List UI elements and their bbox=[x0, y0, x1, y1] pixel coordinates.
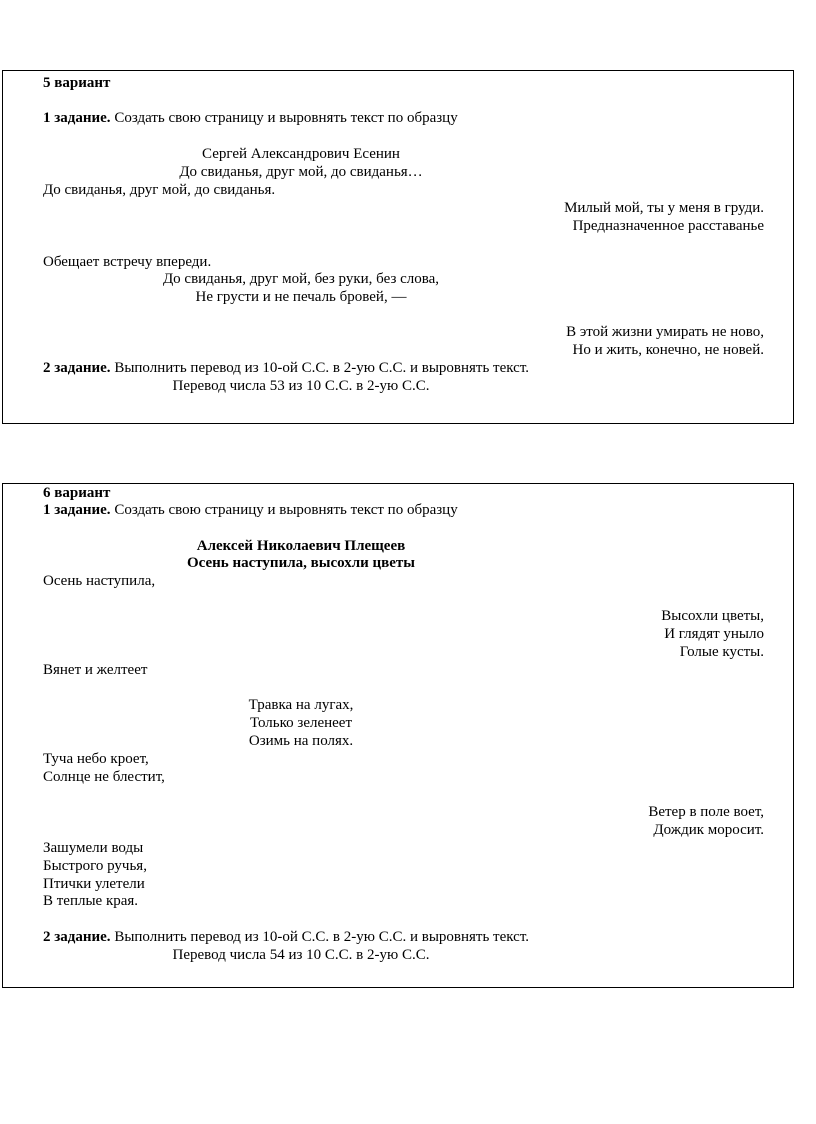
variant-5-heading: 5 вариант bbox=[43, 75, 111, 91]
poem-line: Ветер в поле воет, bbox=[648, 804, 764, 820]
poem-title: До свиданья, друг мой, до свиданья… bbox=[179, 164, 423, 180]
poem-line: Только зеленеет bbox=[249, 715, 353, 731]
variant-6-heading: 6 вариант bbox=[43, 485, 111, 501]
task1-label: 1 задание. bbox=[43, 110, 111, 126]
poem-line: Дождик моросит. bbox=[653, 822, 764, 838]
poem-line: Озимь на полях. bbox=[248, 733, 354, 749]
poem-line: Не грусти и не печаль бровей, — bbox=[195, 289, 407, 305]
poem-line: Туча небо кроет, bbox=[43, 751, 149, 767]
task2-detail: Перевод числа 53 из 10 С.С. в 2-ую С.С. bbox=[172, 378, 430, 394]
variant-5-frame bbox=[2, 70, 794, 424]
poem-line: Осень наступила, bbox=[43, 573, 156, 589]
task1-label: 1 задание. bbox=[43, 502, 111, 518]
poem-line: Вянет и желтеет bbox=[43, 662, 148, 678]
poem-line: В теплые края. bbox=[43, 893, 139, 909]
poem-line: В этой жизни умирать не ново, bbox=[566, 324, 764, 340]
poem-line: Обещает встречу впереди. bbox=[43, 254, 212, 270]
poem-line: До свиданья, друг мой, до свиданья. bbox=[43, 182, 276, 198]
poem-line: Птички улетели bbox=[43, 876, 145, 892]
task2-label: 2 задание. bbox=[43, 929, 111, 945]
poem-line: Высохли цветы, bbox=[661, 608, 764, 624]
task1-text: Создать свою страницу и выровнять текст по образцу bbox=[110, 110, 458, 126]
variant-6-task2 bbox=[43, 928, 529, 946]
poem-title: Осень наступила, высохли цветы bbox=[186, 555, 416, 571]
poem-line: Предназначенное расставанье bbox=[572, 218, 764, 234]
poem-line: Зашумели воды bbox=[43, 840, 144, 856]
poem-line: Солнце не блестит, bbox=[43, 769, 165, 785]
task2-label: 2 задание. bbox=[43, 360, 111, 376]
poem-line: И глядят уныло bbox=[664, 626, 764, 642]
task1-text: Создать свою страницу и выровнять текст по образцу bbox=[110, 502, 458, 518]
variant-6-frame bbox=[2, 483, 794, 988]
poem-author: Алексей Николаевич Плещеев bbox=[196, 538, 406, 554]
variant-6-task1 bbox=[43, 501, 458, 519]
poem-author: Сергей Александрович Есенин bbox=[202, 146, 400, 162]
poem-line: Быстрого ручья, bbox=[43, 858, 147, 874]
variant-5-task2 bbox=[43, 359, 529, 377]
variant-5-task1 bbox=[43, 109, 458, 127]
poem-line: Милый мой, ты у меня в груди. bbox=[564, 200, 764, 216]
poem-line: Голые кусты. bbox=[679, 644, 764, 660]
poem-line: Травка на лугах, bbox=[248, 697, 354, 713]
poem-line: Но и жить, конечно, не новей. bbox=[572, 342, 764, 358]
task2-detail: Перевод числа 54 из 10 С.С. в 2-ую С.С. bbox=[172, 947, 430, 963]
poem-line: До свиданья, друг мой, без руки, без слова, bbox=[162, 271, 440, 287]
task2-text: Выполнить перевод из 10-ой С.С. в 2-ую С.С. и выровнять текст. bbox=[110, 929, 530, 945]
task2-text: Выполнить перевод из 10-ой С.С. в 2-ую С.С. и выровнять текст. bbox=[110, 360, 530, 376]
